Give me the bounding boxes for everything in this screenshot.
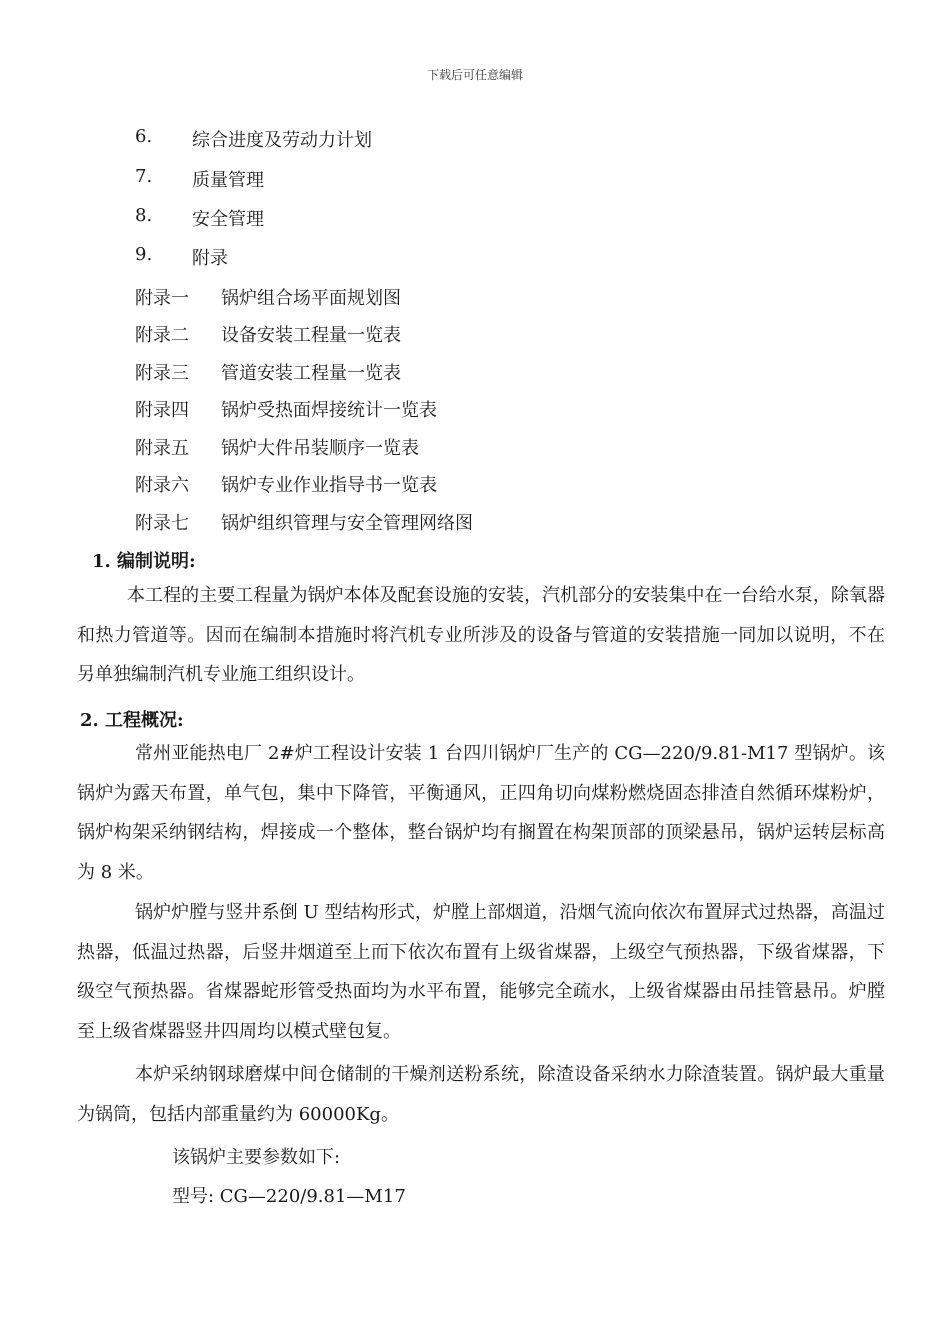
params-intro: 该锅炉主要参数如下: xyxy=(172,1147,341,1168)
paragraph: 常州亚能热电厂 2#炉工程设计安装 1 台四川锅炉厂生产的 CG—220/9.81-M17 型锅炉。该锅炉为露天布置，单气包，集中下降管，平衡通风，正四角切向煤粉燃烧固态排渣自然循环煤粉炉，锅炉构架采纳钢结构，焊接成一个整体，整台锅炉均有搁置在构架顶部的顶梁悬吊，锅炉运转层标高为 8 米。 xyxy=(77,743,885,883)
toc-number: 9. xyxy=(135,244,153,265)
section-heading: 1. 编制说明: xyxy=(92,551,196,572)
appendix-label: 附录二 xyxy=(135,325,189,346)
appendix-label: 附录一 xyxy=(135,288,189,309)
toc-item: 质量管理 xyxy=(192,170,264,191)
appendix-label: 附录七 xyxy=(135,513,189,534)
paragraph: 锅炉炉膛与竖井系倒 U 型结构形式，炉膛上部烟道，沿烟气流向依次布置屏式过热器，高温过热器，低温过热器，后竖井烟道至上而下依次布置有上级省煤器，上级空气预热器，下级省煤器，下级空气预热器。省煤器蛇形管受热面均为水平布置，能够完全疏水，上级省煤器由吊挂管悬吊。炉膛至上级省煤器竖井四周均以模式壁包复。 xyxy=(77,902,885,1042)
toc-number: 7. xyxy=(135,166,153,187)
toc-item: 附录 xyxy=(192,248,228,269)
toc-item: 安全管理 xyxy=(192,209,264,230)
model-line: 型号: CG—220/9.81—M17 xyxy=(172,1186,406,1207)
toc-item: 综合进度及劳动力计划 xyxy=(192,130,372,151)
appendix-item: 设备安装工程量一览表 xyxy=(221,325,401,346)
appendix-item: 管道安装工程量一览表 xyxy=(221,363,401,384)
appendix-item: 锅炉组织管理与安全管理网络图 xyxy=(221,513,473,534)
appendix-item: 锅炉大件吊装顺序一览表 xyxy=(221,438,419,459)
appendix-label: 附录四 xyxy=(135,400,189,421)
paragraph: 本工程的主要工程量为锅炉本体及配套设施的安装，汽机部分的安装集中在一台给水泵，除氧器和热力管道等。因而在编制本措施时将汽机专业所涉及的设备与管道的安装措施一同加以说明，不在另单独编制汽机专业施工组织设计。 xyxy=(77,585,885,685)
appendix-item: 锅炉组合场平面规划图 xyxy=(221,288,401,309)
page-header: 下载后可任意编辑 xyxy=(426,68,523,82)
section-heading: 2. 工程概况: xyxy=(80,710,184,731)
appendix-label: 附录三 xyxy=(135,363,189,384)
appendix-label: 附录五 xyxy=(135,438,189,459)
appendix-label: 附录六 xyxy=(135,475,189,496)
appendix-item: 锅炉专业作业指导书一览表 xyxy=(221,475,437,496)
appendix-item: 锅炉受热面焊接统计一览表 xyxy=(221,400,437,421)
toc-number: 6. xyxy=(135,126,153,147)
paragraph: 本炉采纳钢球磨煤中间仓储制的干燥剂送粉系统，除渣设备采纳水力除渣装置。锅炉最大重量为锅筒，包括内部重量约为 60000Kg。 xyxy=(77,1064,885,1125)
toc-number: 8. xyxy=(135,205,153,226)
